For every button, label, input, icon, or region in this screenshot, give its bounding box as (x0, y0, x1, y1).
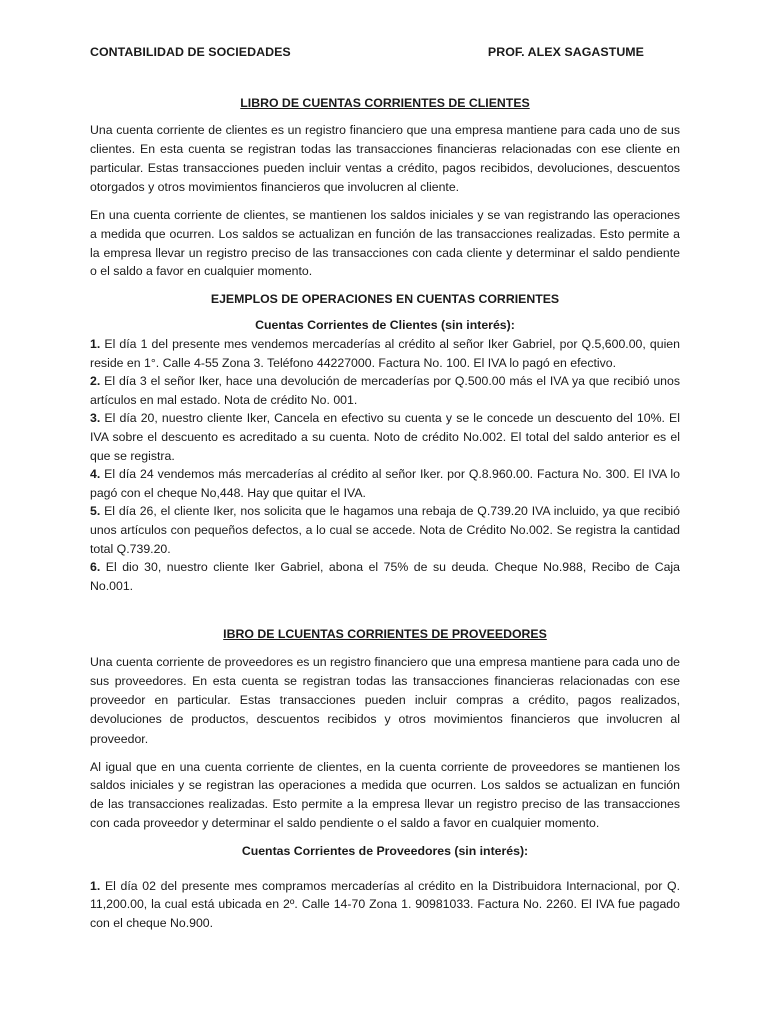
paragraph-clientes-2: En una cuenta corriente de clientes, se mantienen los saldos iniciales y se van registrando las operaciones a medida que ocurren. Los saldos se actualizan en función de las transacciones realizadas. Esto permite a la empresa llevar un registro preciso de las transacciones con cada cliente y determinar el saldo pendiente o el saldo a favor en cualquier momento. (90, 208, 680, 279)
list-item: 4. El día 24 vendemos más mercaderías al crédito al señor Iker. por Q.8.960.00. Factura No. 300. El IVA lo pagó con el cheque No,448. Hay que quitar el IVA. (90, 467, 680, 500)
list-item: 5. El día 26, el cliente Iker, nos solicita que le hagamos una rebaja de Q.739.20 IVA incluido, ya que recibió unos artículos con pequeños defectos, a lo cual se accede. Nota de Crédito No.002. Se registra la cantidad total Q.739.20. (90, 504, 680, 556)
list-proveedores (90, 877, 680, 933)
paragraph-clientes-1: Una cuenta corriente de clientes es un registro financiero que una empresa mantiene para cada uno de sus clientes. En esta cuenta se registran todas las transacciones financieras relacionadas con ese cliente en particular. Estas transacciones pueden incluir ventas a crédito, pagos recibidos, devoluciones, descuentos otorgados y otros movimientos financieros que involucren al cliente. (90, 122, 680, 195)
professor-name: PROF. ALEX SAGASTUME (487, 45, 644, 59)
list-item: 6. El dio 30, nuestro cliente Iker Gabriel, abona el 75% de su deuda. Cheque No.988, Recibo de Caja No.001. (90, 560, 680, 593)
section-title-proveedores: IBRO DE LCUENTAS CORRIENTES DE PROVEEDORES (223, 627, 547, 642)
subheading-proveedores: Cuentas Corrientes de Proveedores (sin interés): (241, 844, 529, 859)
list-item: 1. El día 1 del presente mes vendemos mercaderías al crédito al señor Iker Gabriel, por Q.5,600.00, quien reside en 1°. Calle 4-55 Zona 3. Teléfono 44227000. Factura No. 100. El IVA lo pagó en efectivo. (90, 336, 680, 370)
paragraph-proveedores-1: Una cuenta corriente de proveedores es un registro financiero que una empresa mantiene para cada uno de sus proveedores. En esta cuenta se registran todas las transacciones financieras relacionadas con ese proveedor en particular. Estas transacciones pueden incluir compras a crédito, pagos realizados, devoluciones de productos, descuentos recibidos y otros movimientos financieros que involucren al proveedor. (90, 654, 680, 746)
page-header (90, 45, 644, 59)
examples-heading: EJEMPLOS DE OPERACIONES EN CUENTAS CORRIENTES (210, 291, 560, 306)
course-title: CONTABILIDAD DE SOCIEDADES (90, 45, 291, 59)
document-body (90, 93, 680, 933)
list-item: 1. El día 02 del presente mes compramos mercaderías al crédito en la Distribuidora Internacional, por Q. 11,200.00, la cual está ubicada en 2º. Calle 14-70 Zona 1. 90981033. Factura No. 2260. El IVA fue pagado con el cheque No.900. (90, 878, 680, 931)
section-title-clientes: LIBRO DE CUENTAS CORRIENTES DE CLIENTES (240, 96, 530, 110)
list-clientes (90, 335, 680, 595)
list-item: 2. El día 3 el señor Iker, hace una devolución de mercaderías por Q.500.00 más el IVA ya que recibió unos artículos en mal estado. Nota de crédito No. 001. (90, 374, 681, 407)
subheading-clientes: Cuentas Corrientes de Clientes (sin interés): (255, 318, 515, 333)
list-item: 3. El día 20, nuestro cliente Iker, Cancela en efectivo su cuenta y se le concede un descuento del 10%. El IVA sobre el descuento es acreditado a su cuenta. Noto de crédito No.002. El total del saldo anterior es el que se registra. (90, 411, 680, 463)
paragraph-proveedores-2: Al igual que en una cuenta corriente de clientes, en la cuenta corriente de proveedores se mantienen los saldos iniciales y se registran las operaciones a medida que ocurren. Los saldos se actualizan en función de las transacciones realizadas. Esto permite a la empresa llevar un registro preciso de las transacciones con cada proveedor y determinar el saldo pendiente o el saldo a favor en cualquier momento. (90, 759, 680, 830)
